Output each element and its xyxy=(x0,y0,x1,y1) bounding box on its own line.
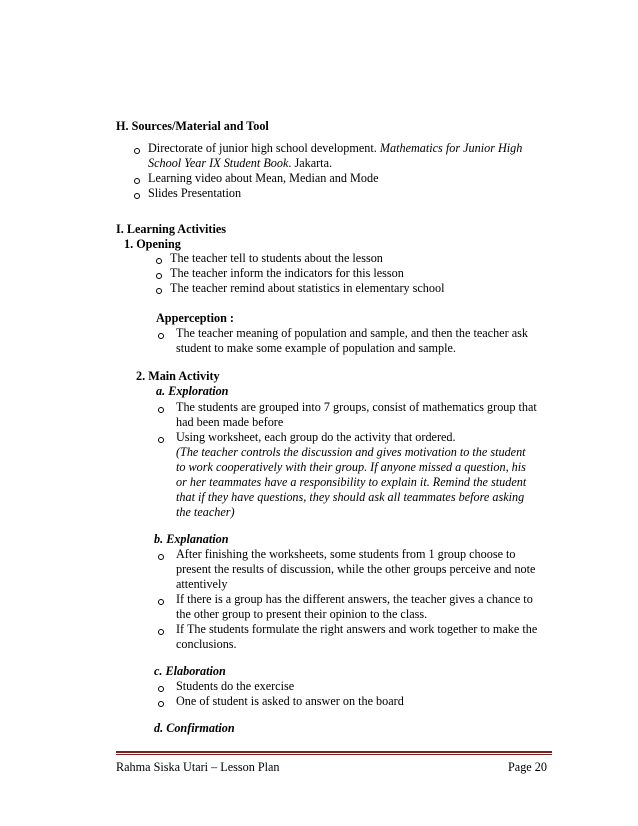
bullet-icon xyxy=(156,258,162,264)
exploration-note-line-1: (The teacher controls the discussion and gives motivation to the student xyxy=(176,445,526,459)
opening-item-1: The teacher tell to students about the lesson xyxy=(170,251,383,265)
elaboration-title: c. Elaboration xyxy=(154,664,226,678)
section-i-heading: I. Learning Activities xyxy=(116,222,227,236)
source-item-2: Learning video about Mean, Median and Mode xyxy=(148,171,379,185)
bullet-icon xyxy=(158,686,164,692)
explanation-title: b. Explanation xyxy=(154,532,229,546)
section-h-heading: H. Sources/Material and Tool xyxy=(116,119,269,133)
source-place: . Jakarta. xyxy=(288,156,333,170)
source-item-3: Slides Presentation xyxy=(148,186,242,200)
explanation-item-1-line-1: After finishing the worksheets, some students from 1 group choose to xyxy=(176,547,516,561)
exploration-item-1-line-2: had been made before xyxy=(176,415,284,429)
source-text: Directorate of junior high school development. xyxy=(148,141,377,155)
exploration-note-line-5: the teacher) xyxy=(176,505,235,519)
exploration-item-2: Using worksheet, each group do the activity that ordered. xyxy=(176,430,456,444)
exploration-note-line-2: to work cooperatively with their group. If anyone missed a question, his xyxy=(176,460,526,474)
bullet-icon xyxy=(158,554,164,560)
apperception-title: Apperception : xyxy=(156,311,234,325)
explanation-item-2-line-1: If there is a group has the different answers, the teacher gives a chance to xyxy=(176,592,533,606)
book-title-part-2: School Year IX Student Book xyxy=(148,156,289,170)
apperception-line-2: student to make some example of population and sample. xyxy=(176,341,456,355)
main-activity-title: 2. Main Activity xyxy=(136,369,220,383)
bullet-icon xyxy=(134,193,140,199)
bullet-icon xyxy=(158,701,164,707)
elaboration-item-2: One of student is asked to answer on the board xyxy=(176,694,404,708)
footer-rule-thin xyxy=(116,754,552,755)
opening-item-3: The teacher remind about statistics in elementary school xyxy=(170,281,445,295)
bullet-icon xyxy=(158,629,164,635)
source-item-1-line-2 xyxy=(148,156,332,171)
elaboration-item-1: Students do the exercise xyxy=(176,679,295,693)
bullet-icon xyxy=(158,333,164,339)
exploration-note-line-4: that if they have questions, they should ask all teammates before asking xyxy=(176,490,525,504)
opening-title: 1. Opening xyxy=(124,237,181,251)
bullet-icon xyxy=(134,148,140,154)
explanation-item-1-line-2: present the results of discussion, while the other groups perceive and note xyxy=(176,562,536,576)
page-number: Page 20 xyxy=(508,760,547,774)
bullet-icon xyxy=(158,407,164,413)
footer-author: Rahma Siska Utari – Lesson Plan xyxy=(116,760,280,774)
bullet-icon xyxy=(134,178,140,184)
explanation-item-1-line-3: attentively xyxy=(176,577,228,591)
apperception-line-1: The teacher meaning of population and sample, and then the teacher ask xyxy=(176,326,528,340)
opening-item-2: The teacher inform the indicators for this lesson xyxy=(170,266,404,280)
bullet-icon xyxy=(156,273,162,279)
explanation-item-3-line-2: conclusions. xyxy=(176,637,237,651)
exploration-title: a. Exploration xyxy=(156,384,229,398)
bullet-icon xyxy=(158,599,164,605)
book-title-part-1: Mathematics for Junior High xyxy=(379,141,523,155)
bullet-icon xyxy=(158,437,164,443)
footer-rule xyxy=(116,751,552,753)
explanation-item-2-line-2: the other group to present their opinion to the class. xyxy=(176,607,428,621)
confirmation-title: d. Confirmation xyxy=(154,721,235,735)
exploration-note-line-3: or her teammates have a responsibility to explain it. Remind the student xyxy=(176,475,527,489)
bullet-icon xyxy=(156,288,162,294)
source-item-1-line-1 xyxy=(148,141,522,156)
exploration-item-1-line-1: The students are grouped into 7 groups, consist of mathematics group that xyxy=(176,400,537,414)
explanation-item-3-line-1: If The students formulate the right answers and work together to make the xyxy=(176,622,538,636)
